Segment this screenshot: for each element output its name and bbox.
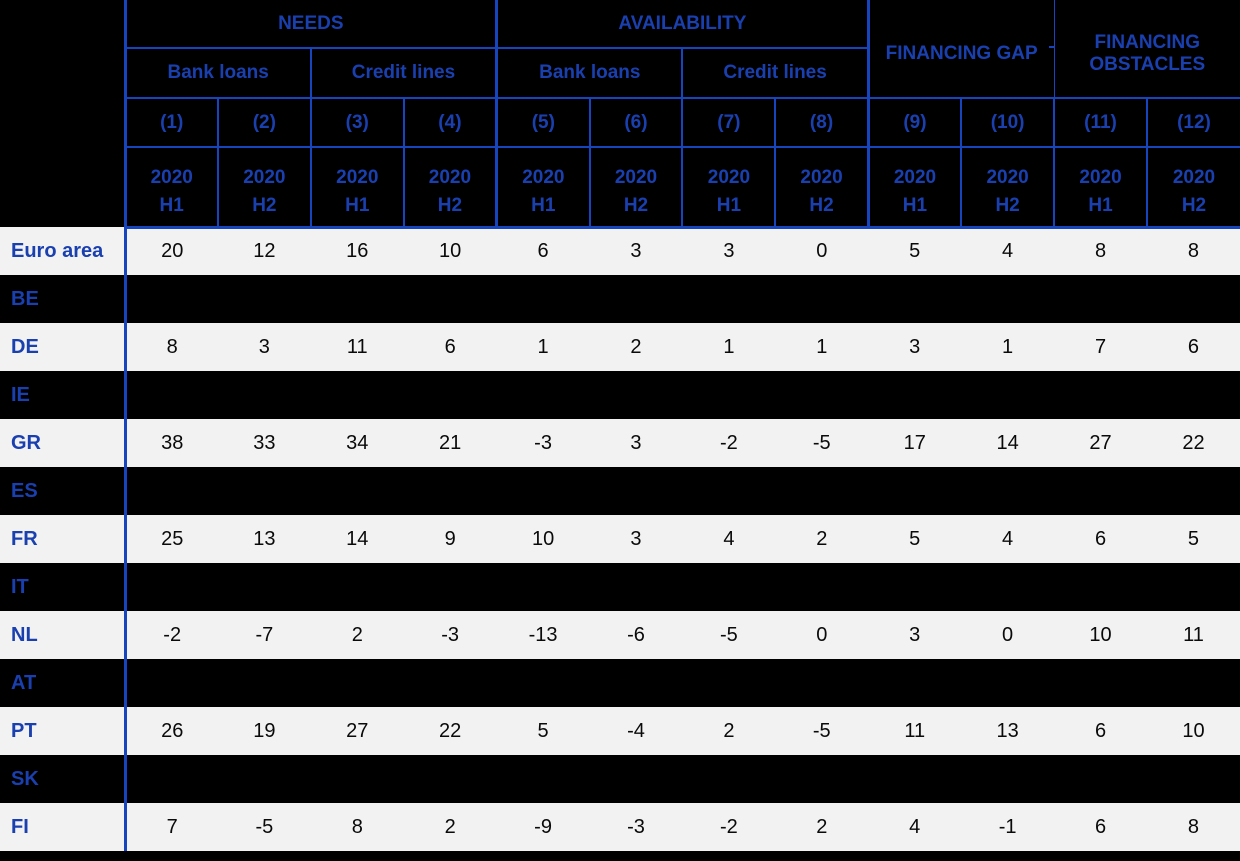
- period-cell: [497, 147, 590, 227]
- value-cell: [218, 755, 311, 803]
- value-cell: 6: [537, 240, 549, 263]
- value-cell: 7: [1094, 335, 1107, 358]
- value-cell: [1054, 371, 1147, 419]
- value-cell: 4: [1002, 527, 1014, 550]
- value-cell: [125, 755, 218, 803]
- value-cell: 33: [253, 431, 276, 454]
- value-cell: 8: [351, 815, 363, 838]
- value-cell: [1054, 755, 1147, 803]
- value-cell: -5: [719, 623, 738, 646]
- value-cell: [404, 659, 497, 707]
- value-cell: 17: [903, 431, 926, 454]
- value-cell: [682, 755, 775, 803]
- value-cell: [404, 755, 497, 803]
- period-cell: [1054, 147, 1147, 227]
- period-half: H1: [716, 194, 742, 216]
- value-cell: [404, 563, 497, 611]
- value-cell: 2: [816, 815, 828, 838]
- value-cell: [125, 659, 218, 707]
- header-bank-loans-availability: Bank loans: [497, 48, 683, 98]
- period-year: 2020: [893, 167, 937, 189]
- corner-cell: [0, 0, 125, 227]
- value-cell: 8: [1187, 240, 1200, 263]
- value-cell: 4: [723, 527, 735, 550]
- period-half: H2: [1181, 194, 1207, 216]
- period-cell: [775, 147, 868, 227]
- value-cell: 26: [161, 719, 184, 742]
- period-year: 2020: [150, 167, 193, 189]
- value-cell: [868, 467, 961, 515]
- value-cell: 5: [909, 527, 921, 550]
- header-period-row: [0, 147, 1240, 227]
- value-cell: [868, 371, 961, 419]
- value-cell: [590, 563, 683, 611]
- value-cell: 1: [537, 335, 549, 358]
- value-cell: [1054, 563, 1147, 611]
- row-label: NL: [0, 611, 125, 659]
- value-cell: [961, 755, 1054, 803]
- value-cell: 8: [1187, 815, 1200, 838]
- value-cell: [1147, 563, 1240, 611]
- value-cell: [218, 659, 311, 707]
- value-cell: [1054, 275, 1147, 323]
- value-cell: [1147, 755, 1240, 803]
- value-cell: [682, 275, 775, 323]
- period-year: 2020: [428, 167, 472, 189]
- value-cell: [1147, 467, 1240, 515]
- header-bank-loans-needs: Bank loans: [125, 48, 311, 98]
- value-cell: [682, 371, 775, 419]
- table-row: [0, 515, 1240, 563]
- value-cell: 3: [258, 335, 270, 358]
- value-cell: 14: [996, 431, 1019, 454]
- value-cell: [404, 275, 497, 323]
- row-label: ES: [0, 467, 125, 515]
- col-number-cell: (12): [1147, 98, 1240, 147]
- value-cell: 2: [816, 527, 828, 550]
- row-label: Euro area: [0, 227, 125, 275]
- value-cell: -2: [163, 623, 182, 646]
- value-cell: [590, 275, 683, 323]
- value-cell: -9: [534, 815, 552, 838]
- value-cell: 3: [630, 527, 642, 550]
- col-number-cell: (10): [961, 98, 1054, 147]
- value-cell: [590, 755, 683, 803]
- value-cell: [125, 371, 218, 419]
- value-cell: 1: [816, 335, 828, 358]
- value-cell: 27: [346, 719, 369, 742]
- value-cell: [311, 467, 404, 515]
- period-cell: [682, 147, 775, 227]
- row-label: PT: [0, 707, 125, 755]
- value-cell: -7: [255, 623, 274, 646]
- value-cell: 6: [1094, 719, 1107, 742]
- period-half: H2: [809, 194, 834, 216]
- value-cell: 8: [1094, 240, 1107, 263]
- value-cell: 3: [909, 623, 921, 646]
- value-cell: -3: [534, 431, 552, 454]
- table-header: [0, 0, 1240, 227]
- value-cell: 6: [1094, 527, 1107, 550]
- value-cell: [1147, 659, 1240, 707]
- period-cell: [590, 147, 683, 227]
- header-needs: NEEDS: [125, 0, 497, 48]
- value-cell: [125, 275, 218, 323]
- row-label: GR: [0, 419, 125, 467]
- value-cell: [311, 371, 404, 419]
- value-cell: 10: [1182, 719, 1205, 742]
- table-row: [0, 707, 1240, 755]
- value-cell: -4: [627, 719, 645, 742]
- value-cell: [497, 563, 590, 611]
- header-group-row: [0, 0, 1240, 48]
- value-cell: [868, 755, 961, 803]
- period-year: 2020: [243, 167, 286, 189]
- period-half: H1: [1088, 194, 1113, 216]
- value-cell: [961, 467, 1054, 515]
- col-number-cell: (8): [775, 98, 868, 147]
- value-cell: 3: [630, 431, 642, 454]
- value-cell: [497, 467, 590, 515]
- value-cell: [775, 659, 868, 707]
- col-number-cell: (1): [125, 98, 218, 147]
- row-label: AT: [0, 659, 125, 707]
- col-number-cell: (5): [497, 98, 590, 147]
- table-row: [0, 371, 1240, 419]
- value-cell: 16: [346, 240, 369, 263]
- value-cell: [961, 275, 1054, 323]
- period-half: H2: [437, 194, 463, 216]
- header-availability: AVAILABILITY: [497, 0, 869, 48]
- table-row: [0, 467, 1240, 515]
- row-label: FR: [0, 515, 125, 563]
- value-cell: -3: [441, 623, 460, 646]
- value-cell: 4: [1002, 240, 1014, 263]
- value-cell: 2: [630, 335, 642, 358]
- row-label: BE: [0, 275, 125, 323]
- row-label: DE: [0, 323, 125, 371]
- value-cell: [218, 275, 311, 323]
- value-cell: 3: [723, 240, 735, 263]
- period-year: 2020: [986, 167, 1029, 189]
- value-cell: 11: [1183, 623, 1204, 646]
- value-cell: -5: [812, 719, 831, 742]
- table-row: [0, 323, 1240, 371]
- value-cell: [497, 755, 590, 803]
- table-row: [0, 611, 1240, 659]
- value-cell: [125, 563, 218, 611]
- period-cell: [125, 147, 218, 227]
- value-cell: 6: [1094, 815, 1107, 838]
- value-cell: [1054, 467, 1147, 515]
- period-half: H2: [252, 194, 277, 216]
- table-row: [0, 419, 1240, 467]
- value-cell: -6: [627, 623, 645, 646]
- value-cell: [497, 659, 590, 707]
- value-cell: [775, 467, 868, 515]
- value-cell: 12: [253, 240, 276, 263]
- value-cell: [682, 659, 775, 707]
- value-cell: [404, 467, 497, 515]
- value-cell: 9: [444, 527, 456, 550]
- value-cell: [868, 275, 961, 323]
- row-label: FI: [0, 803, 125, 851]
- value-cell: [1147, 371, 1240, 419]
- value-cell: -3: [627, 815, 645, 838]
- value-cell: [218, 371, 311, 419]
- period-half: H1: [531, 194, 556, 216]
- value-cell: 22: [1182, 431, 1205, 454]
- value-cell: 11: [346, 335, 368, 358]
- value-cell: 1: [723, 335, 735, 358]
- value-cell: 25: [161, 527, 184, 550]
- value-cell: [590, 659, 683, 707]
- value-cell: [775, 755, 868, 803]
- value-cell: 38: [161, 431, 184, 454]
- value-cell: [961, 563, 1054, 611]
- value-cell: 3: [630, 240, 642, 263]
- value-cell: 5: [1187, 527, 1200, 550]
- value-cell: [682, 563, 775, 611]
- value-cell: 8: [166, 335, 178, 358]
- value-cell: [125, 467, 218, 515]
- period-half: H2: [995, 194, 1020, 216]
- value-cell: 10: [439, 240, 462, 263]
- value-cell: 2: [444, 815, 456, 838]
- period-year: 2020: [1079, 167, 1122, 189]
- value-cell: [311, 563, 404, 611]
- value-cell: 0: [816, 623, 828, 646]
- period-year: 2020: [614, 167, 658, 189]
- value-cell: 2: [351, 623, 363, 646]
- value-cell: [497, 275, 590, 323]
- value-cell: [404, 371, 497, 419]
- value-cell: [961, 371, 1054, 419]
- table-row: [0, 803, 1240, 851]
- value-cell: [868, 659, 961, 707]
- value-cell: 1: [1002, 335, 1014, 358]
- value-cell: -5: [812, 431, 831, 454]
- value-cell: 2: [723, 719, 735, 742]
- value-cell: [311, 275, 404, 323]
- value-cell: 6: [1187, 335, 1200, 358]
- value-cell: 27: [1089, 431, 1112, 454]
- value-cell: 22: [439, 719, 462, 742]
- row-label: IT: [0, 563, 125, 611]
- value-cell: 6: [444, 335, 456, 358]
- value-cell: [590, 467, 683, 515]
- value-cell: 20: [161, 240, 184, 263]
- period-half: H1: [345, 194, 370, 216]
- value-cell: [775, 563, 868, 611]
- value-cell: 10: [1089, 623, 1112, 646]
- header-financing-obstacles: FINANCING OBSTACLES: [1054, 0, 1240, 98]
- value-cell: -5: [255, 815, 274, 838]
- value-cell: [218, 467, 311, 515]
- value-cell: 13: [996, 719, 1019, 742]
- row-label: IE: [0, 371, 125, 419]
- value-cell: 21: [439, 431, 462, 454]
- period-year: 2020: [707, 167, 751, 189]
- table-row: [0, 659, 1240, 707]
- value-cell: -13: [528, 623, 558, 646]
- value-cell: [775, 275, 868, 323]
- value-cell: 3: [909, 335, 921, 358]
- period-cell: [961, 147, 1054, 227]
- value-cell: 5: [909, 240, 921, 263]
- period-half: H2: [623, 194, 649, 216]
- value-cell: 34: [346, 431, 369, 454]
- col-number-cell: (6): [590, 98, 683, 147]
- value-cell: -1: [998, 815, 1017, 838]
- value-cell: 11: [904, 719, 926, 742]
- header-financing-gap: FINANCING GAP: [868, 0, 1054, 98]
- value-cell: [682, 467, 775, 515]
- value-cell: [590, 371, 683, 419]
- value-cell: [961, 659, 1054, 707]
- value-cell: 10: [531, 527, 555, 550]
- period-cell: [868, 147, 961, 227]
- header-credit-lines-needs: Credit lines: [311, 48, 497, 98]
- period-year: 2020: [800, 167, 843, 189]
- value-cell: 14: [346, 527, 369, 550]
- col-number-cell: (3): [311, 98, 404, 147]
- period-half: H1: [902, 194, 928, 216]
- col-number-cell: (2): [218, 98, 311, 147]
- value-cell: [868, 563, 961, 611]
- period-cell: [311, 147, 404, 227]
- period-cell: [404, 147, 497, 227]
- value-cell: 4: [909, 815, 921, 838]
- header-credit-lines-availability: Credit lines: [682, 48, 868, 98]
- period-year: 2020: [336, 167, 379, 189]
- value-cell: [497, 371, 590, 419]
- col-number-cell: (7): [682, 98, 775, 147]
- col-number-cell: (9): [868, 98, 961, 147]
- value-cell: [775, 371, 868, 419]
- value-cell: 7: [166, 815, 178, 838]
- period-cell: [1147, 147, 1240, 227]
- value-cell: [1054, 659, 1147, 707]
- table-row: [0, 563, 1240, 611]
- table-row: [0, 755, 1240, 803]
- value-cell: 0: [1002, 623, 1014, 646]
- table-body: [0, 227, 1240, 851]
- header-number-row: [0, 98, 1240, 147]
- value-cell: 13: [253, 527, 276, 550]
- table-row: [0, 227, 1240, 275]
- period-year: 2020: [522, 167, 565, 189]
- col-number-cell: (11): [1054, 98, 1147, 147]
- value-cell: [1147, 275, 1240, 323]
- value-cell: [218, 563, 311, 611]
- value-cell: 0: [816, 240, 828, 263]
- value-cell: 5: [537, 719, 549, 742]
- col-number-cell: (4): [404, 98, 497, 147]
- value-cell: -2: [719, 815, 738, 838]
- period-year: 2020: [1172, 167, 1216, 189]
- table-row: [0, 275, 1240, 323]
- value-cell: [311, 755, 404, 803]
- value-cell: [311, 659, 404, 707]
- period-cell: [218, 147, 311, 227]
- value-cell: -2: [719, 431, 738, 454]
- value-cell: 19: [253, 719, 276, 742]
- row-label: SK: [0, 755, 125, 803]
- period-half: H1: [159, 194, 184, 216]
